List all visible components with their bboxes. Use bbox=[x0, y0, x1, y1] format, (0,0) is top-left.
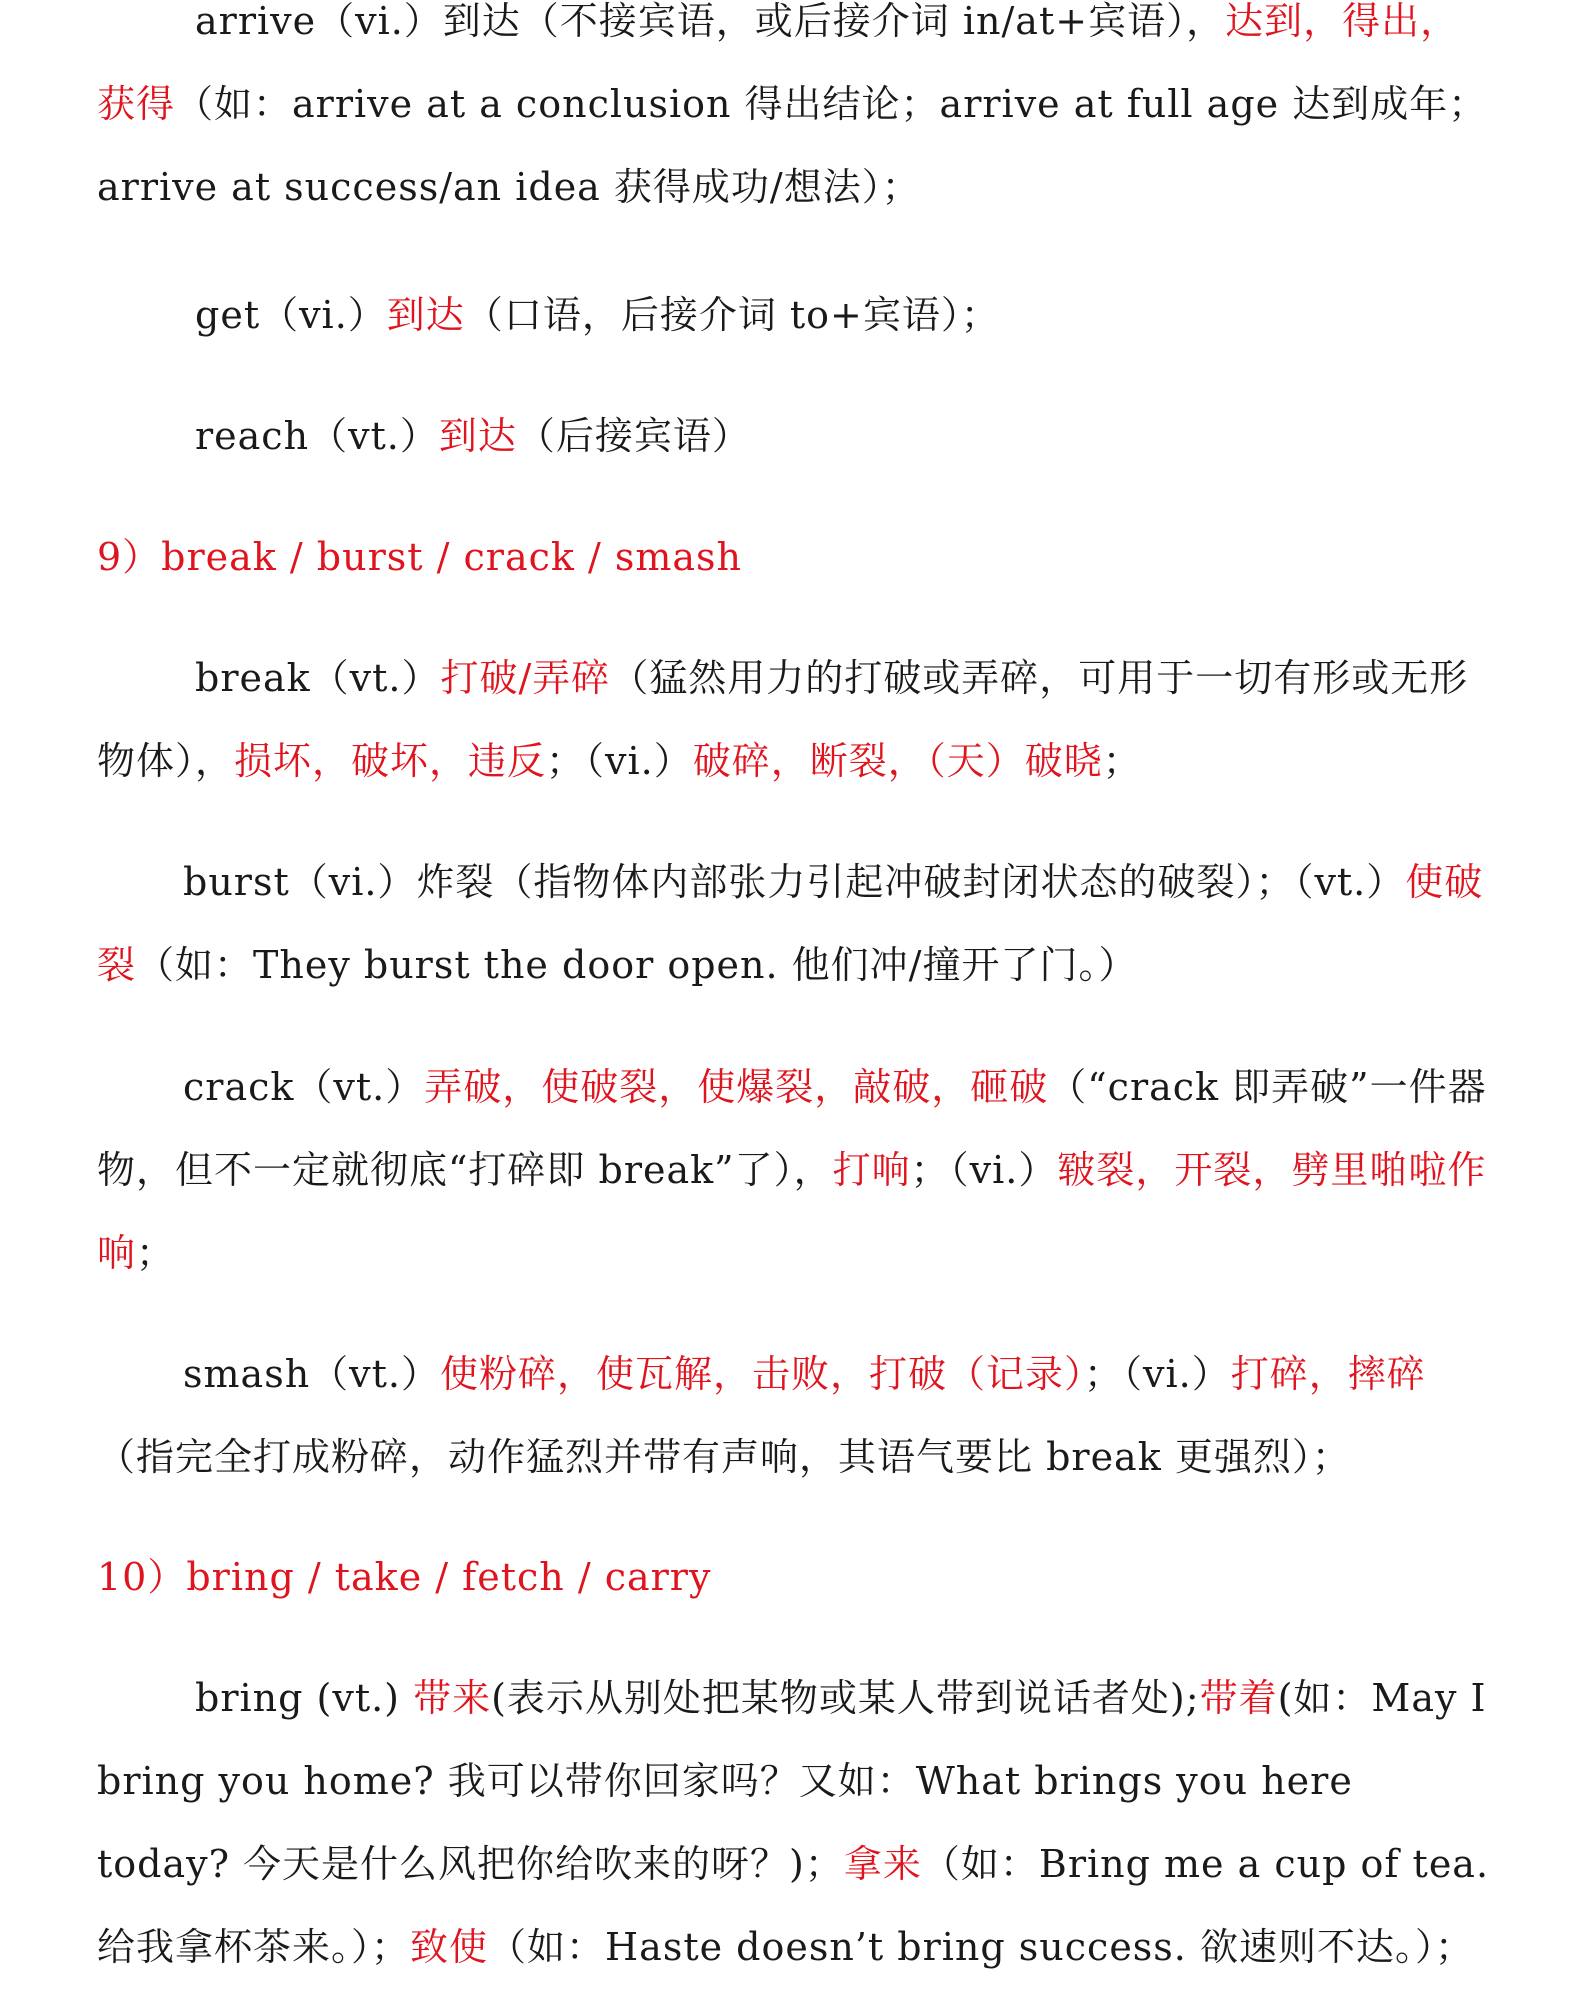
bring-run-8: （如：Haste doesn’t bring success. 欲速则不达。）； bbox=[488, 1925, 1474, 1969]
get-run-0: get（vi.） bbox=[195, 293, 387, 337]
crack-run-2: （“crack 即弄破”一件器物，但不一定就彻底“打碎即 break”了）， bbox=[97, 1065, 1487, 1192]
section-heading-10 bbox=[97, 1536, 711, 1619]
bring-run-7: 致使 bbox=[410, 1925, 489, 1969]
paragraph-break bbox=[97, 637, 1497, 803]
crack-run-1: 弄破，使破裂，使爆裂，敲破，砸破 bbox=[424, 1065, 1049, 1109]
crack-run-0: crack（vt.） bbox=[183, 1065, 425, 1109]
paragraph-burst bbox=[97, 841, 1497, 1007]
break-run-5: 破碎，断裂，（天）破晓 bbox=[692, 739, 1103, 783]
smash-run-2: ；（vi.） bbox=[1084, 1352, 1231, 1396]
burst-run-1: 使破裂 bbox=[97, 860, 1484, 987]
arrive-run-0: arrive（vi.）到达（不接宾语，或后接介词 in/at+宾语）， bbox=[195, 0, 1226, 43]
paragraph-reach bbox=[97, 395, 1497, 478]
bring-run-6: （如：Bring me a cup of tea. 给我拿杯茶来。）； bbox=[97, 1842, 1490, 1969]
bring-run-2: (表示从别处把某物或某人带到说话者处); bbox=[491, 1676, 1200, 1720]
heading-9-text: 9）break / burst / crack / smash bbox=[97, 535, 743, 579]
arrive-run-2: （如：arrive at a conclusion 得出结论；arrive at full age 达到成年； arrive at success/an idea 获得成功/想法）； bbox=[97, 82, 1488, 209]
crack-run-6: ； bbox=[136, 1231, 176, 1275]
paragraph-smash bbox=[97, 1333, 1497, 1499]
break-run-0: break（vt.） bbox=[195, 656, 441, 700]
break-run-3: 损坏，破坏，违反 bbox=[234, 739, 547, 783]
burst-run-2: （如：They burst the door open. 他们冲/撞开了门。） bbox=[136, 943, 1138, 987]
get-run-2: （口语，后接介词 to+宾语）； bbox=[464, 293, 1000, 337]
break-run-6: ； bbox=[1102, 739, 1142, 783]
burst-run-0: burst（vi.）炸裂（指物体内部张力引起冲破封闭状态的破裂）；（vt.） bbox=[183, 860, 1406, 904]
crack-run-3: 打响 bbox=[832, 1148, 911, 1192]
heading-10-text: 10）bring / take / fetch / carry bbox=[97, 1555, 712, 1599]
paragraph-arrive bbox=[97, 0, 1497, 229]
smash-run-0: smash（vt.） bbox=[183, 1352, 440, 1396]
crack-run-5: 皲裂，开裂，劈里啪啦作响 bbox=[97, 1148, 1487, 1275]
reach-run-0: reach（vt.） bbox=[195, 414, 439, 458]
reach-run-2: （后接宾语） bbox=[516, 414, 751, 458]
bring-run-1: 带来 bbox=[413, 1676, 492, 1720]
bring-run-3: 带着 bbox=[1199, 1676, 1278, 1720]
get-run-1: 到达 bbox=[386, 293, 465, 337]
bring-run-5: 拿来 bbox=[843, 1842, 922, 1886]
break-run-1: 打破/弄碎 bbox=[440, 656, 611, 700]
paragraph-bring bbox=[97, 1657, 1497, 1989]
break-run-4: ；（vi.） bbox=[546, 739, 693, 783]
crack-run-4: ；（vi.） bbox=[910, 1148, 1058, 1192]
smash-run-1: 使粉碎，使瓦解，击败，打破（记录） bbox=[439, 1352, 1084, 1396]
section-heading-9 bbox=[97, 516, 742, 599]
arrive-run-1: 达到，得出，获得 bbox=[97, 0, 1460, 126]
bring-run-4: (如：May I bring you home? 我可以带你回家吗？又如：What brings you here today? 今天是什么风把你给吹来的呀？)； bbox=[97, 1676, 1487, 1886]
reach-run-1: 到达 bbox=[438, 414, 517, 458]
paragraph-crack bbox=[97, 1046, 1497, 1295]
break-run-2: （猛然用力的打破或弄碎，可用于一切有形或无形物体）， bbox=[97, 656, 1469, 783]
bring-run-0: bring (vt.) bbox=[195, 1676, 414, 1720]
paragraph-get bbox=[97, 274, 1497, 357]
smash-run-4: （指完全打成粉碎，动作猛烈并带有声响，其语气要比 break 更强烈）； bbox=[97, 1435, 1351, 1479]
smash-run-3: 打碎，摔碎 bbox=[1230, 1352, 1426, 1396]
